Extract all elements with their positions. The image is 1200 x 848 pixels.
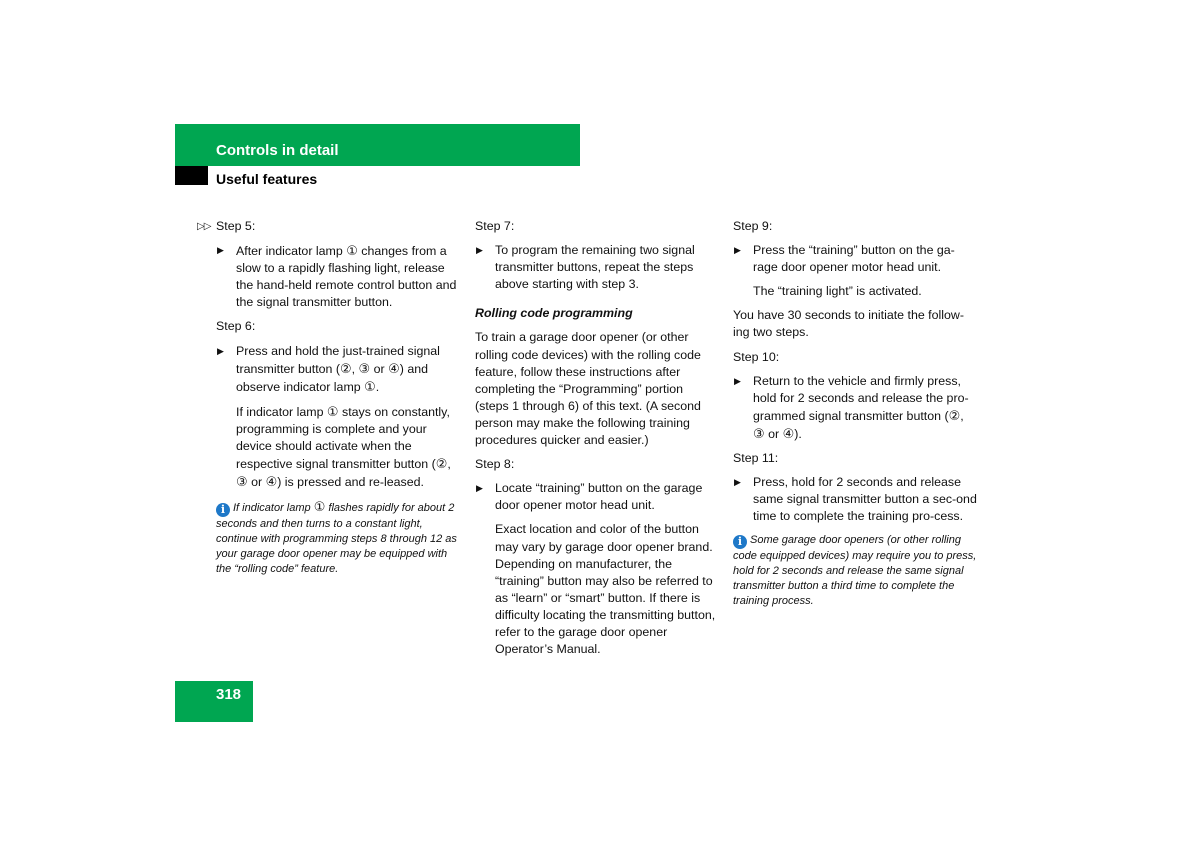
circled-3-icon: ③ (753, 425, 765, 441)
step-6-detail: If indicator lamp ① stays on constantly, programming is complete and your device should activate when the respective signal transmitter button (②, ③ or ④) is pressed and re-leased. (236, 403, 451, 490)
page-number: 318 (216, 686, 242, 703)
step-5-label (197, 218, 461, 235)
step-10-label: Step 10: (733, 349, 780, 364)
play-arrow-icon: ▶ (476, 483, 483, 494)
circled-4-icon: ④ (388, 360, 400, 376)
page-number-box (175, 681, 253, 722)
play-arrow-icon: ▶ (476, 245, 483, 256)
play-arrow-icon: ▶ (217, 245, 224, 256)
section-title: Controls in detail (216, 142, 339, 159)
step-8-bullet: ▶ Locate “training” button on the garage door opener motor head unit. (476, 481, 703, 513)
circled-1-icon: ① (346, 243, 358, 259)
info-icon: i (216, 503, 230, 517)
play-arrow-icon: ▶ (734, 245, 741, 256)
column-2 (475, 218, 717, 665)
continue-marker-icon: ▷▷ (197, 221, 211, 232)
circled-2-icon: ② (948, 407, 961, 423)
step-9-label: Step 9: (733, 219, 773, 233)
rolling-code-heading: Rolling code programming (475, 306, 633, 321)
step-6-label: Step 6: (216, 319, 256, 334)
step-5-text: Step 5: (216, 219, 256, 233)
subsection-title: Useful features (216, 171, 318, 187)
play-arrow-icon: ▶ (217, 345, 224, 356)
step-7-label: Step 7: (475, 219, 515, 233)
step-10-bullet: ▶ Return to the vehicle and firmly press, hold for 2 seconds and release the pro-grammed signal transmitter button (②, ③ or ④). (734, 373, 969, 441)
step-7-bullet: ▶ To program the remaining two signal transmitter buttons, repeat the steps above starting with step 3. (476, 243, 695, 292)
info-note: i Some garage door openers (or other rolling code equipped devices) may require you to press, hold for 2 seconds and release the same signal transmitter button a third time to complete the training process. (733, 534, 977, 608)
column-1 (197, 218, 461, 584)
step-8-label: Step 8: (475, 457, 515, 472)
step-9-bullet: ▶ Press the “training” button on the ga-rage door opener motor head unit. (734, 243, 955, 275)
play-arrow-icon: ▶ (734, 477, 741, 488)
step-9-detail: The “training light” is activated. (753, 284, 922, 299)
step-11-bullet: ▶ Press, hold for 2 seconds and release same signal transmitter button a sec-ond time to complete the training pro-cess. (734, 475, 977, 524)
circled-4-icon: ④ (265, 474, 278, 490)
thirty-seconds-text: You have 30 seconds to initiate the follow-ing two steps. (733, 308, 964, 340)
step-5-bullet: ▶ After indicator lamp ① changes from a slow to a rapidly flashing light, release the hand-held remote control button and the signal transmitter button. (217, 243, 457, 310)
circled-2-icon: ② (435, 456, 448, 472)
circled-1-icon: ① (326, 403, 339, 419)
column-3 (733, 218, 978, 616)
circled-4-icon: ④ (782, 425, 795, 441)
info-note: i If indicator lamp ① flashes rapidly for about 2 seconds and then turns to a constant light, continue with programming steps 8 through 12 as your garage door opener may be equipped with the “rolling code” feature. (216, 499, 457, 576)
step-6-bullet: ▶ Press and hold the just-trained signal transmitter button (②, ③ or ④) and observe indicator lamp ①. (217, 343, 440, 394)
circled-3-icon: ③ (358, 360, 371, 376)
subsection-marker (175, 166, 208, 185)
step-8-detail: Exact location and color of the button may vary by garage door opener brand. Depending on manufacturer, the “training” button may also be referred to as “learn” or “smart” button. If there is difficulty locating the transmitting button, refer to the garage door opener Operator’s Manual. (495, 522, 716, 657)
info-icon: i (733, 535, 747, 549)
play-arrow-icon: ▶ (734, 375, 741, 386)
circled-1-icon: ① (313, 499, 326, 515)
circled-2-icon: ② (339, 360, 352, 376)
circled-3-icon: ③ (236, 474, 248, 490)
circled-1-icon: ① (364, 378, 376, 394)
rolling-code-intro: To train a garage door opener (or other rolling code devices) with the rolling code feature, follow these instructions after completing the “Programming” portion (steps 1 through 6) of this text. (A second person may make the following training procedures quicker and easier.) (475, 330, 701, 448)
step-11-label: Step 11: (733, 451, 779, 466)
